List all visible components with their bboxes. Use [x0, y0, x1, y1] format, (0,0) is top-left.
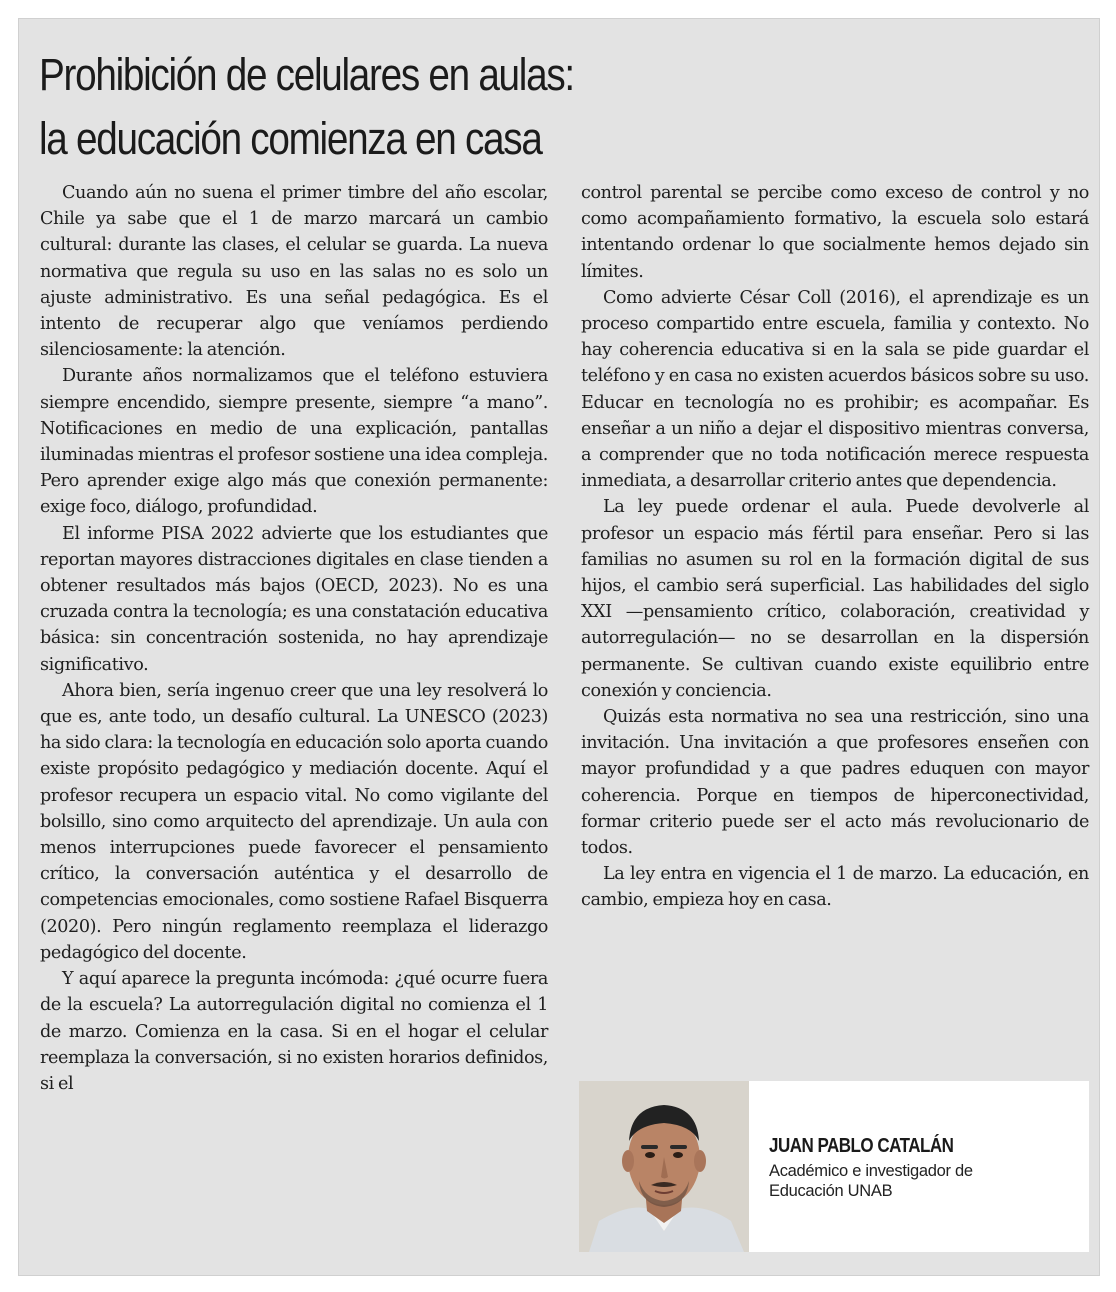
paragraph: Como advierte César Coll (2016), el aprendizaje es un proceso compartido entre escuela, familia y contexto. No hay coherencia educativa si en la sala se pide guardar el teléfono y en casa no existen acuerdos básicos sobre su uso. Educar en tecnología no es prohibir; es acompañar. Es enseñar a un niño a dejar el dispositivo mientras conversa, a comprender que no toda notificación merece respuesta inmediata, a desarrollar criterio antes que dependencia.: [581, 287, 1089, 492]
author-photo: [579, 1081, 749, 1252]
paragraph: Ahora bien, sería ingenuo creer que una ley resolverá lo que es, ante todo, un desafío cultural. La UNESCO (2023) ha sido clara: la tecnología en educación solo aporta cuando existe propósito pedagógico y mediación docente. Aquí el profesor recupera un espacio vital. No como vigilante del bolsillo, sino como arquitecto del aprendizaje. Un aula con menos interrupciones puede favorecer el pensamiento crítico, la conversación auténtica y el desarrollo de competencias emocionales, como sostiene Rafael Bisquerra (2020). Pero ningún reglamento reemplaza el liderazgo pedagógico del docente.: [40, 680, 548, 963]
headline-line-2: la educación comienza en casa: [39, 113, 542, 164]
paragraph: La ley entra en vigencia el 1 de marzo. La educación, en cambio, empieza hoy en casa.: [581, 864, 1089, 911]
left-column: [40, 180, 548, 1097]
paragraph: Quizás esta normativa no sea una restricción, sino una invitación. Una invitación a que profesores enseñen con mayor profundidad y a que padres eduquen con mayor coherencia. Porque en tiempos de hiperconectividad, formar criterio puede ser el acto más revolucionario de todos.: [581, 707, 1089, 859]
author-role: Académico e investigador de Educación UNAB: [769, 1162, 973, 1200]
paragraph: Durante años normalizamos que el teléfono estuviera siempre encendido, siempre presente, siempre “a mano”. Notificaciones en medio de una explicación, pantallas iluminadas mientras el profesor sostiene una idea compleja. Pero aprender exige algo más que conexión permanente: exige foco, diálogo, profundidad.: [40, 366, 548, 518]
paragraph: Cuando aún no suena el primer timbre del año escolar, Chile ya sabe que el 1 de marzo marcará un cambio cultural: durante las clases, el celular se guarda. La nueva normativa que regula su uso en las salas no es solo un ajuste administrativo. Es una señal pedagógica. Es el intento de recuperar algo que veníamos perdiendo silenciosamente: la atención.: [40, 183, 548, 361]
author-name: JUAN PABLO CATALÁN: [769, 1135, 954, 1157]
paragraph: Y aquí aparece la pregunta incómoda: ¿qué ocurre fuera de la escuela? La autorregulación digital no comienza el 1 de marzo. Comienza en la casa. Si en el hogar el celular reemplaza la conversación, si no existen horarios definidos, si el: [40, 969, 548, 1094]
paragraph-continued: control parental se percibe como exceso de control y no como acompañamiento formativo, la escuela solo estará intentando ordenar lo que socialmente hemos dejado sin límites.: [581, 183, 1089, 282]
article-headline: [39, 43, 1054, 171]
article-page: [18, 18, 1100, 1276]
right-column: [581, 180, 1089, 914]
paragraph: El informe PISA 2022 advierte que los estudiantes que reportan mayores distracciones digitales en clase tienden a obtener resultados más bajos (OECD, 2023). No es una cruzada contra la tecnología; es una constatación educativa básica: sin concentración sostenida, no hay aprendizaje significativo.: [40, 523, 548, 675]
paragraph: La ley puede ordenar el aula. Puede devolverle al profesor un espacio más fértil para enseñar. Pero si las familias no asumen su rol en la formación digital de sus hijos, el cambio será superficial. Las habilidades del siglo XXI —pensamiento crítico, colaboración, creatividad y autorregulación— no se desarrollan en la dispersión permanente. Se cultivan cuando existe equilibrio entre conexión y conciencia.: [581, 497, 1089, 701]
author-box: [579, 1081, 1089, 1252]
headline-line-1: Prohibición de celulares en aulas:: [39, 49, 574, 100]
